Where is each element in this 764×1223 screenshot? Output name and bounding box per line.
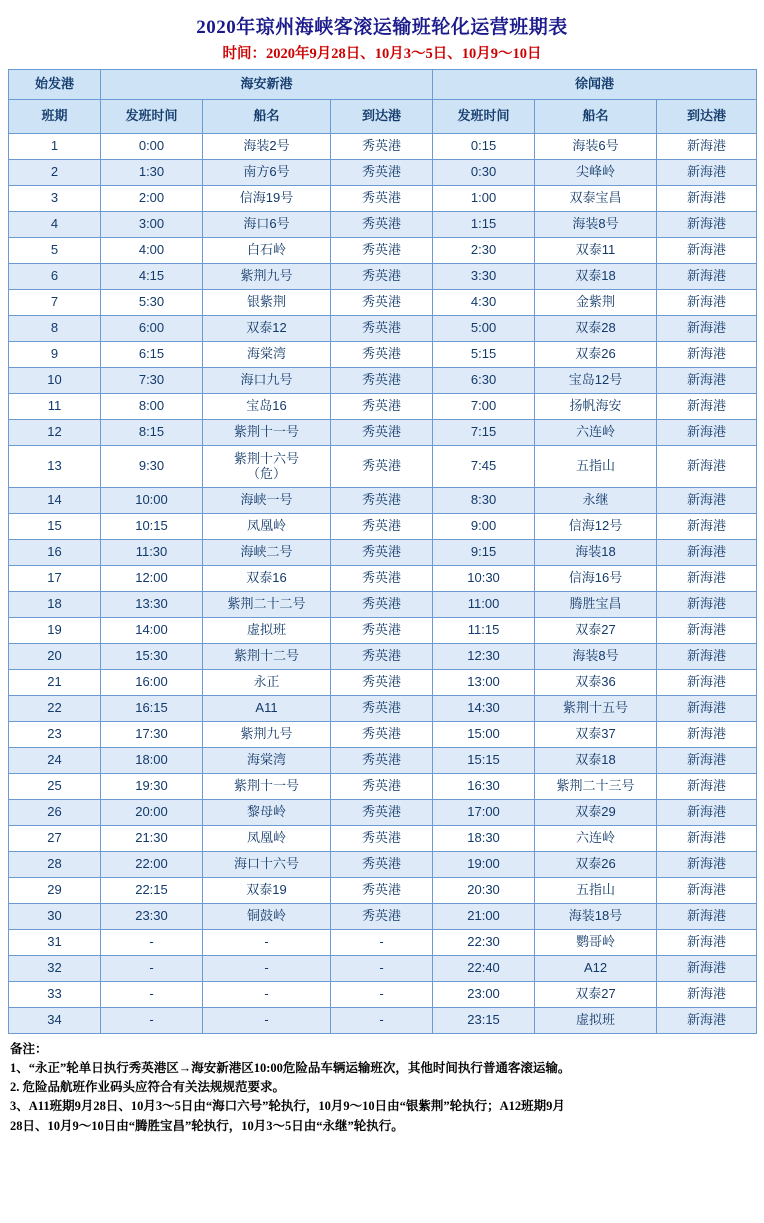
cell-arrive-port-xuwen: 新海港 xyxy=(657,722,757,748)
cell-shift-number: 20 xyxy=(9,644,101,670)
cell-ship-name-xuwen: 双泰18 xyxy=(535,264,657,290)
table-row xyxy=(9,696,757,722)
cell-shift-number: 5 xyxy=(9,238,101,264)
cell-arrive-port-haian: 秀英港 xyxy=(331,514,433,540)
table-row xyxy=(9,394,757,420)
cell-shift-number: 26 xyxy=(9,800,101,826)
cell-ship-name-xuwen: 紫荆二十三号 xyxy=(535,774,657,800)
cell-ship-name-xuwen: 宝岛12号 xyxy=(535,368,657,394)
cell-ship-name-haian: 海峡二号 xyxy=(203,540,331,566)
header-port-haian: 海安新港 xyxy=(101,70,433,100)
table-row xyxy=(9,186,757,212)
cell-depart-time-haian: 4:00 xyxy=(101,238,203,264)
cell-shift-number: 7 xyxy=(9,290,101,316)
cell-ship-name-haian: 双泰19 xyxy=(203,878,331,904)
cell-ship-name-haian: 紫荆十一号 xyxy=(203,774,331,800)
cell-shift-number: 10 xyxy=(9,368,101,394)
cell-shift-number: 17 xyxy=(9,566,101,592)
cell-depart-time-haian: 12:00 xyxy=(101,566,203,592)
table-row xyxy=(9,342,757,368)
cell-arrive-port-haian: 秀英港 xyxy=(331,160,433,186)
cell-ship-name-haian: 紫荆二十二号 xyxy=(203,592,331,618)
cell-shift-number: 1 xyxy=(9,134,101,160)
cell-arrive-port-xuwen: 新海港 xyxy=(657,982,757,1008)
cell-ship-name-xuwen: 鹦哥岭 xyxy=(535,930,657,956)
cell-ship-name-xuwen: 六连岭 xyxy=(535,420,657,446)
cell-arrive-port-xuwen: 新海港 xyxy=(657,212,757,238)
cell-depart-time-haian: - xyxy=(101,956,203,982)
cell-arrive-port-xuwen: 新海港 xyxy=(657,878,757,904)
header-depart-time-b: 发班时间 xyxy=(433,100,535,134)
cell-arrive-port-xuwen: 新海港 xyxy=(657,670,757,696)
cell-arrive-port-xuwen: 新海港 xyxy=(657,316,757,342)
cell-shift-number: 11 xyxy=(9,394,101,420)
cell-depart-time-xuwen: 5:00 xyxy=(433,316,535,342)
cell-arrive-port-haian: - xyxy=(331,1008,433,1034)
cell-ship-name-haian: 紫荆十二号 xyxy=(203,644,331,670)
cell-depart-time-haian: 8:15 xyxy=(101,420,203,446)
cell-arrive-port-xuwen: 新海港 xyxy=(657,160,757,186)
cell-depart-time-haian: 8:00 xyxy=(101,394,203,420)
cell-shift-number: 27 xyxy=(9,826,101,852)
cell-depart-time-xuwen: 7:45 xyxy=(433,446,535,488)
table-row xyxy=(9,930,757,956)
table-row xyxy=(9,290,757,316)
cell-depart-time-haian: 1:30 xyxy=(101,160,203,186)
cell-ship-name-xuwen: 腾胜宝昌 xyxy=(535,592,657,618)
cell-arrive-port-haian: - xyxy=(331,956,433,982)
cell-depart-time-xuwen: 16:30 xyxy=(433,774,535,800)
cell-depart-time-haian: 21:30 xyxy=(101,826,203,852)
cell-arrive-port-haian: 秀英港 xyxy=(331,748,433,774)
table-row xyxy=(9,160,757,186)
cell-depart-time-xuwen: 23:00 xyxy=(433,982,535,1008)
cell-ship-name-haian: - xyxy=(203,956,331,982)
cell-arrive-port-xuwen: 新海港 xyxy=(657,420,757,446)
cell-depart-time-haian: 6:00 xyxy=(101,316,203,342)
cell-ship-name-haian: 南方6号 xyxy=(203,160,331,186)
header-arrive-port-b: 到达港 xyxy=(657,100,757,134)
cell-ship-name-haian: 凤凰岭 xyxy=(203,826,331,852)
cell-depart-time-xuwen: 13:00 xyxy=(433,670,535,696)
cell-depart-time-xuwen: 21:00 xyxy=(433,904,535,930)
table-row xyxy=(9,566,757,592)
cell-arrive-port-haian: 秀英港 xyxy=(331,592,433,618)
cell-ship-name-xuwen: 双泰27 xyxy=(535,618,657,644)
ship-name-line: 紫荆十六号 xyxy=(233,450,299,466)
table-row xyxy=(9,540,757,566)
cell-ship-name-haian: 黎母岭 xyxy=(203,800,331,826)
cell-ship-name-xuwen: 双泰宝昌 xyxy=(535,186,657,212)
cell-arrive-port-xuwen: 新海港 xyxy=(657,566,757,592)
cell-arrive-port-xuwen: 新海港 xyxy=(657,618,757,644)
cell-depart-time-xuwen: 22:30 xyxy=(433,930,535,956)
cell-arrive-port-haian: 秀英港 xyxy=(331,618,433,644)
cell-ship-name-xuwen: 五指山 xyxy=(535,878,657,904)
table-row xyxy=(9,212,757,238)
note-line: 28日、10月9～10日由“腾胜宝昌”轮执行，10月3～5日由“永继”轮执行。 xyxy=(10,1118,404,1133)
cell-arrive-port-haian: 秀英港 xyxy=(331,290,433,316)
cell-depart-time-haian: 5:30 xyxy=(101,290,203,316)
table-row xyxy=(9,316,757,342)
cell-ship-name-xuwen: 金紫荆 xyxy=(535,290,657,316)
cell-ship-name-haian: 凤凰岭 xyxy=(203,514,331,540)
cell-arrive-port-haian: 秀英港 xyxy=(331,420,433,446)
cell-arrive-port-haian: 秀英港 xyxy=(331,238,433,264)
table-row xyxy=(9,446,757,488)
header-ship-name-a: 船名 xyxy=(203,100,331,134)
cell-arrive-port-haian: 秀英港 xyxy=(331,774,433,800)
cell-arrive-port-xuwen: 新海港 xyxy=(657,446,757,488)
cell-arrive-port-xuwen: 新海港 xyxy=(657,368,757,394)
cell-shift-number: 28 xyxy=(9,852,101,878)
cell-ship-name-xuwen: 海装18号 xyxy=(535,904,657,930)
cell-depart-time-xuwen: 23:15 xyxy=(433,1008,535,1034)
cell-ship-name-haian: 紫荆十一号 xyxy=(203,420,331,446)
cell-depart-time-xuwen: 22:40 xyxy=(433,956,535,982)
cell-ship-name-haian: 双泰12 xyxy=(203,316,331,342)
cell-shift-number: 8 xyxy=(9,316,101,342)
table-row xyxy=(9,956,757,982)
page-subtitle: 时间：2020年9月28日、10月3～5日、10月9～10日 xyxy=(222,46,542,62)
cell-ship-name-haian: - xyxy=(203,1008,331,1034)
cell-arrive-port-xuwen: 新海港 xyxy=(657,826,757,852)
cell-ship-name-haian: 海口6号 xyxy=(203,212,331,238)
cell-ship-name-haian: 海口九号 xyxy=(203,368,331,394)
header-shift-number: 班期 xyxy=(9,100,101,134)
cell-depart-time-xuwen: 3:30 xyxy=(433,264,535,290)
cell-depart-time-haian: 22:15 xyxy=(101,878,203,904)
cell-arrive-port-haian: 秀英港 xyxy=(331,368,433,394)
cell-arrive-port-xuwen: 新海港 xyxy=(657,1008,757,1034)
cell-shift-number: 25 xyxy=(9,774,101,800)
cell-depart-time-haian: 4:15 xyxy=(101,264,203,290)
cell-ship-name-xuwen: 信海16号 xyxy=(535,566,657,592)
cell-depart-time-haian: 3:00 xyxy=(101,212,203,238)
cell-ship-name-haian: 银紫荆 xyxy=(203,290,331,316)
cell-ship-name-xuwen: 海装6号 xyxy=(535,134,657,160)
cell-depart-time-xuwen: 18:30 xyxy=(433,826,535,852)
cell-shift-number: 32 xyxy=(9,956,101,982)
cell-ship-name-xuwen: 海装8号 xyxy=(535,212,657,238)
cell-ship-name-xuwen: 永继 xyxy=(535,488,657,514)
cell-arrive-port-haian: 秀英港 xyxy=(331,852,433,878)
table-row xyxy=(9,368,757,394)
table-row xyxy=(9,748,757,774)
table-row xyxy=(9,238,757,264)
header-ship-name-b: 船名 xyxy=(535,100,657,134)
cell-depart-time-xuwen: 2:30 xyxy=(433,238,535,264)
table-row xyxy=(9,904,757,930)
cell-shift-number: 2 xyxy=(9,160,101,186)
cell-arrive-port-xuwen: 新海港 xyxy=(657,748,757,774)
table-row xyxy=(9,800,757,826)
cell-depart-time-haian: 11:30 xyxy=(101,540,203,566)
cell-depart-time-haian: 10:15 xyxy=(101,514,203,540)
cell-ship-name-haian: 宝岛16 xyxy=(203,394,331,420)
cell-arrive-port-xuwen: 新海港 xyxy=(657,930,757,956)
table-row xyxy=(9,514,757,540)
cell-ship-name-haian: 海装2号 xyxy=(203,134,331,160)
cell-shift-number: 4 xyxy=(9,212,101,238)
header-depart-time-a: 发班时间 xyxy=(101,100,203,134)
cell-ship-name-haian: - xyxy=(203,982,331,1008)
cell-depart-time-haian: 13:30 xyxy=(101,592,203,618)
cell-shift-number: 21 xyxy=(9,670,101,696)
cell-ship-name-xuwen: 紫荆十五号 xyxy=(535,696,657,722)
cell-arrive-port-haian: 秀英港 xyxy=(331,394,433,420)
cell-ship-name-haian: 紫荆九号 xyxy=(203,264,331,290)
cell-arrive-port-haian: 秀英港 xyxy=(331,904,433,930)
cell-arrive-port-haian: 秀英港 xyxy=(331,488,433,514)
cell-ship-name-haian: - xyxy=(203,930,331,956)
cell-arrive-port-haian: 秀英港 xyxy=(331,134,433,160)
cell-depart-time-xuwen: 20:30 xyxy=(433,878,535,904)
cell-arrive-port-xuwen: 新海港 xyxy=(657,956,757,982)
cell-arrive-port-xuwen: 新海港 xyxy=(657,592,757,618)
table-row xyxy=(9,420,757,446)
cell-depart-time-xuwen: 1:00 xyxy=(433,186,535,212)
cell-depart-time-xuwen: 11:00 xyxy=(433,592,535,618)
cell-ship-name-haian: 铜鼓岭 xyxy=(203,904,331,930)
cell-arrive-port-haian: 秀英港 xyxy=(331,878,433,904)
cell-depart-time-haian: 6:15 xyxy=(101,342,203,368)
cell-depart-time-haian: 9:30 xyxy=(101,446,203,488)
cell-shift-number: 12 xyxy=(9,420,101,446)
cell-ship-name-xuwen: 海装18 xyxy=(535,540,657,566)
cell-shift-number: 24 xyxy=(9,748,101,774)
cell-ship-name-haian xyxy=(203,446,331,488)
cell-depart-time-xuwen: 4:30 xyxy=(433,290,535,316)
cell-ship-name-haian: 双泰16 xyxy=(203,566,331,592)
cell-arrive-port-xuwen: 新海港 xyxy=(657,852,757,878)
table-row xyxy=(9,982,757,1008)
note-line: 2. 危险品航班作业码头应符合有关法规规范要求。 xyxy=(10,1080,286,1095)
cell-arrive-port-haian: 秀英港 xyxy=(331,800,433,826)
cell-depart-time-xuwen: 0:30 xyxy=(433,160,535,186)
notes-header: 备注： xyxy=(10,1042,48,1056)
notes-section xyxy=(8,1040,756,1135)
cell-ship-name-xuwen: 六连岭 xyxy=(535,826,657,852)
cell-ship-name-xuwen: 双泰18 xyxy=(535,748,657,774)
page-title: 2020年琼州海峡客滚运输班轮化运营班期表 xyxy=(196,17,568,38)
cell-arrive-port-haian: 秀英港 xyxy=(331,566,433,592)
cell-shift-number: 3 xyxy=(9,186,101,212)
cell-depart-time-haian: - xyxy=(101,982,203,1008)
note-line: 1、“永正”轮单日执行秀英港区→海安新港区10:00危险品车辆运输班次，其他时间执行普通客滚运输。 xyxy=(10,1061,571,1076)
cell-ship-name-haian: 永正 xyxy=(203,670,331,696)
cell-ship-name-haian: 信海19号 xyxy=(203,186,331,212)
cell-shift-number: 34 xyxy=(9,1008,101,1034)
cell-arrive-port-haian: 秀英港 xyxy=(331,186,433,212)
cell-shift-number: 30 xyxy=(9,904,101,930)
cell-depart-time-haian: - xyxy=(101,1008,203,1034)
cell-depart-time-xuwen: 11:15 xyxy=(433,618,535,644)
cell-ship-name-xuwen: 扬帆海安 xyxy=(535,394,657,420)
schedule-table xyxy=(8,69,757,1034)
cell-depart-time-haian: 2:00 xyxy=(101,186,203,212)
cell-ship-name-xuwen: A12 xyxy=(535,956,657,982)
note-line: 3、A11班期9月28日、10月3～5日由“海口六号”轮执行，10月9～10日由“银紫荆”轮执行；A12班期9月 xyxy=(10,1099,565,1114)
cell-depart-time-xuwen: 9:00 xyxy=(433,514,535,540)
table-row xyxy=(9,618,757,644)
cell-depart-time-haian: 0:00 xyxy=(101,134,203,160)
cell-depart-time-xuwen: 8:30 xyxy=(433,488,535,514)
cell-arrive-port-haian: 秀英港 xyxy=(331,670,433,696)
cell-arrive-port-haian: 秀英港 xyxy=(331,722,433,748)
cell-ship-name-haian: A11 xyxy=(203,696,331,722)
cell-depart-time-xuwen: 1:15 xyxy=(433,212,535,238)
cell-shift-number: 15 xyxy=(9,514,101,540)
cell-depart-time-xuwen: 15:15 xyxy=(433,748,535,774)
cell-arrive-port-xuwen: 新海港 xyxy=(657,644,757,670)
table-row xyxy=(9,644,757,670)
cell-shift-number: 33 xyxy=(9,982,101,1008)
cell-depart-time-haian: 16:00 xyxy=(101,670,203,696)
cell-depart-time-haian: 23:30 xyxy=(101,904,203,930)
cell-ship-name-haian: 虚拟班 xyxy=(203,618,331,644)
cell-ship-name-haian: 紫荆九号 xyxy=(203,722,331,748)
cell-arrive-port-haian: 秀英港 xyxy=(331,826,433,852)
table-row xyxy=(9,264,757,290)
cell-ship-name-haian: 海峡一号 xyxy=(203,488,331,514)
schedule-table-body xyxy=(9,134,757,1034)
cell-shift-number: 6 xyxy=(9,264,101,290)
cell-arrive-port-haian: 秀英港 xyxy=(331,644,433,670)
cell-shift-number: 19 xyxy=(9,618,101,644)
cell-depart-time-haian: 10:00 xyxy=(101,488,203,514)
cell-arrive-port-haian: - xyxy=(331,930,433,956)
cell-ship-name-xuwen: 双泰27 xyxy=(535,982,657,1008)
cell-arrive-port-xuwen: 新海港 xyxy=(657,186,757,212)
cell-depart-time-haian: - xyxy=(101,930,203,956)
cell-shift-number: 13 xyxy=(9,446,101,488)
cell-shift-number: 23 xyxy=(9,722,101,748)
cell-depart-time-xuwen: 7:15 xyxy=(433,420,535,446)
cell-depart-time-xuwen: 10:30 xyxy=(433,566,535,592)
table-row xyxy=(9,722,757,748)
cell-arrive-port-haian: - xyxy=(331,982,433,1008)
cell-arrive-port-haian: 秀英港 xyxy=(331,696,433,722)
cell-depart-time-xuwen: 7:00 xyxy=(433,394,535,420)
cell-depart-time-haian: 19:30 xyxy=(101,774,203,800)
header-port-xuwen: 徐闻港 xyxy=(433,70,757,100)
cell-arrive-port-xuwen: 新海港 xyxy=(657,540,757,566)
table-row xyxy=(9,1008,757,1034)
table-row xyxy=(9,852,757,878)
cell-ship-name-xuwen: 双泰37 xyxy=(535,722,657,748)
cell-arrive-port-haian: 秀英港 xyxy=(331,342,433,368)
cell-arrive-port-xuwen: 新海港 xyxy=(657,290,757,316)
cell-arrive-port-xuwen: 新海港 xyxy=(657,264,757,290)
cell-shift-number: 14 xyxy=(9,488,101,514)
cell-depart-time-haian: 22:00 xyxy=(101,852,203,878)
cell-ship-name-xuwen: 双泰36 xyxy=(535,670,657,696)
cell-depart-time-xuwen: 12:30 xyxy=(433,644,535,670)
cell-shift-number: 29 xyxy=(9,878,101,904)
cell-arrive-port-haian: 秀英港 xyxy=(331,212,433,238)
cell-arrive-port-xuwen: 新海港 xyxy=(657,394,757,420)
cell-shift-number: 16 xyxy=(9,540,101,566)
cell-depart-time-xuwen: 6:30 xyxy=(433,368,535,394)
cell-shift-number: 18 xyxy=(9,592,101,618)
cell-ship-name-xuwen: 双泰28 xyxy=(535,316,657,342)
cell-ship-name-xuwen: 信海12号 xyxy=(535,514,657,540)
cell-depart-time-xuwen: 9:15 xyxy=(433,540,535,566)
cell-ship-name-haian: 海棠湾 xyxy=(203,748,331,774)
cell-depart-time-xuwen: 5:15 xyxy=(433,342,535,368)
table-header-row-columns xyxy=(9,100,757,134)
cell-ship-name-xuwen: 双泰29 xyxy=(535,800,657,826)
cell-shift-number: 9 xyxy=(9,342,101,368)
ship-name-line: （危） xyxy=(246,465,286,481)
cell-arrive-port-xuwen: 新海港 xyxy=(657,238,757,264)
header-arrive-port-a: 到达港 xyxy=(331,100,433,134)
cell-depart-time-xuwen: 15:00 xyxy=(433,722,535,748)
cell-depart-time-xuwen: 0:15 xyxy=(433,134,535,160)
cell-shift-number: 31 xyxy=(9,930,101,956)
cell-arrive-port-xuwen: 新海港 xyxy=(657,342,757,368)
cell-depart-time-xuwen: 19:00 xyxy=(433,852,535,878)
cell-depart-time-haian: 14:00 xyxy=(101,618,203,644)
cell-ship-name-xuwen: 五指山 xyxy=(535,446,657,488)
table-row xyxy=(9,878,757,904)
table-row xyxy=(9,774,757,800)
cell-ship-name-xuwen: 双泰26 xyxy=(535,852,657,878)
cell-ship-name-xuwen: 双泰26 xyxy=(535,342,657,368)
table-row xyxy=(9,670,757,696)
cell-shift-number: 22 xyxy=(9,696,101,722)
cell-depart-time-haian: 15:30 xyxy=(101,644,203,670)
cell-arrive-port-xuwen: 新海港 xyxy=(657,514,757,540)
cell-ship-name-xuwen: 虚拟班 xyxy=(535,1008,657,1034)
cell-depart-time-haian: 18:00 xyxy=(101,748,203,774)
cell-ship-name-haian: 海口十六号 xyxy=(203,852,331,878)
cell-depart-time-haian: 16:15 xyxy=(101,696,203,722)
cell-arrive-port-haian: 秀英港 xyxy=(331,264,433,290)
cell-arrive-port-xuwen: 新海港 xyxy=(657,904,757,930)
cell-arrive-port-haian: 秀英港 xyxy=(331,446,433,488)
cell-arrive-port-haian: 秀英港 xyxy=(331,316,433,342)
cell-depart-time-xuwen: 17:00 xyxy=(433,800,535,826)
cell-depart-time-haian: 20:00 xyxy=(101,800,203,826)
cell-arrive-port-haian: 秀英港 xyxy=(331,540,433,566)
cell-arrive-port-xuwen: 新海港 xyxy=(657,134,757,160)
cell-arrive-port-xuwen: 新海港 xyxy=(657,800,757,826)
cell-depart-time-xuwen: 14:30 xyxy=(433,696,535,722)
cell-arrive-port-xuwen: 新海港 xyxy=(657,774,757,800)
cell-ship-name-xuwen: 尖峰岭 xyxy=(535,160,657,186)
table-header-row-ports xyxy=(9,70,757,100)
cell-arrive-port-xuwen: 新海港 xyxy=(657,696,757,722)
cell-arrive-port-xuwen: 新海港 xyxy=(657,488,757,514)
cell-depart-time-haian: 7:30 xyxy=(101,368,203,394)
cell-ship-name-haian: 海棠湾 xyxy=(203,342,331,368)
table-row xyxy=(9,488,757,514)
cell-depart-time-haian: 17:30 xyxy=(101,722,203,748)
cell-ship-name-haian: 白石岭 xyxy=(203,238,331,264)
table-row xyxy=(9,592,757,618)
header-origin-port: 始发港 xyxy=(9,70,101,100)
cell-ship-name-xuwen: 海装8号 xyxy=(535,644,657,670)
table-row xyxy=(9,134,757,160)
table-row xyxy=(9,826,757,852)
cell-ship-name-xuwen: 双泰11 xyxy=(535,238,657,264)
